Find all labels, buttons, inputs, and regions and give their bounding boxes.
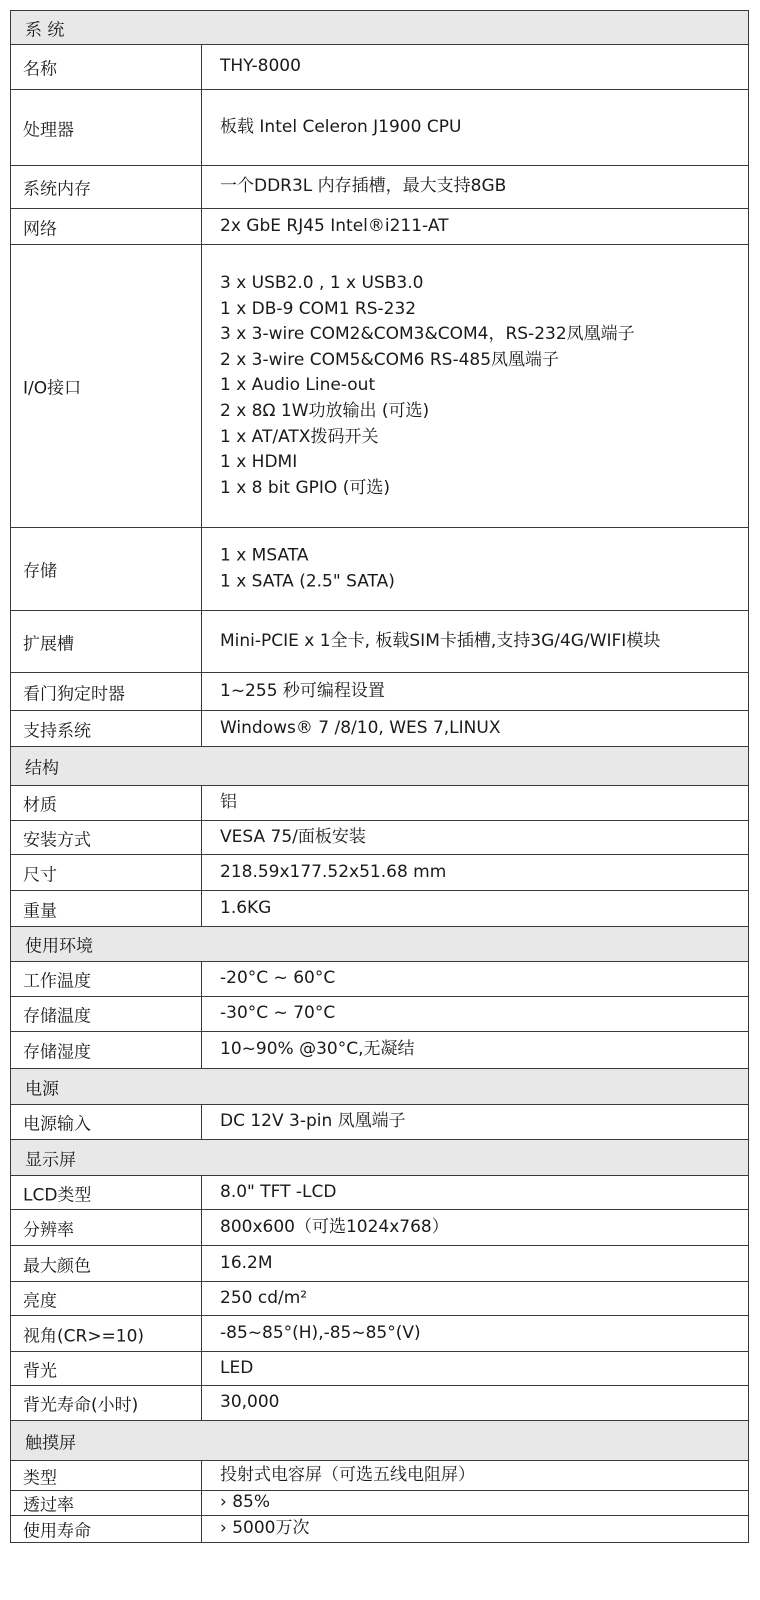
spec-value bbox=[220, 1215, 449, 1241]
spec-label-cell bbox=[11, 528, 202, 610]
spec-label: 存储温度 bbox=[23, 1006, 91, 1027]
spec-value-cell bbox=[202, 891, 748, 926]
spec-label-cell bbox=[11, 1210, 202, 1245]
spec-value-line: 30,000 bbox=[220, 1392, 280, 1413]
section-header bbox=[10, 1420, 749, 1461]
spec-label: 尺寸 bbox=[23, 865, 57, 885]
spec-value-cell bbox=[202, 962, 748, 996]
spec-row bbox=[10, 610, 749, 673]
spec-label: 透过率 bbox=[23, 1495, 74, 1516]
spec-value-line: 800x600（可选1024x768） bbox=[220, 1216, 449, 1237]
spec-value bbox=[220, 1286, 307, 1312]
spec-value-line: 10~90% @30°C,无凝结 bbox=[220, 1039, 415, 1060]
spec-value bbox=[220, 271, 635, 501]
spec-value-cell bbox=[202, 245, 748, 527]
spec-label-cell bbox=[11, 166, 202, 208]
spec-value bbox=[220, 716, 500, 742]
spec-value-line: 一个DDR3L 内存插槽，最大支持8GB bbox=[220, 176, 507, 197]
spec-value bbox=[220, 1180, 336, 1206]
spec-label-cell bbox=[11, 1461, 202, 1490]
spec-label-cell bbox=[11, 711, 202, 746]
spec-value-cell bbox=[202, 166, 748, 208]
spec-value bbox=[220, 214, 449, 240]
spec-value bbox=[220, 54, 301, 80]
spec-value-line: Windows® 7 /8/10, WES 7,LINUX bbox=[220, 717, 501, 738]
spec-row bbox=[10, 710, 749, 747]
spec-value bbox=[220, 966, 335, 992]
spec-row bbox=[10, 961, 749, 997]
spec-value-cell bbox=[202, 1176, 748, 1209]
spec-label: 安装方式 bbox=[23, 830, 91, 850]
spec-value-line: 1 x AT/ATX拨码开关 bbox=[220, 426, 379, 447]
spec-label: 工作温度 bbox=[23, 971, 91, 992]
spec-value bbox=[220, 174, 506, 200]
spec-value-cell bbox=[202, 1386, 748, 1420]
spec-value-cell bbox=[202, 1246, 748, 1281]
spec-value-cell bbox=[202, 1032, 748, 1068]
spec-value-line: -30°C ~ 70°C bbox=[220, 1003, 336, 1024]
spec-row bbox=[10, 854, 749, 891]
spec-value-cell bbox=[202, 611, 748, 672]
section-title: 使用环境 bbox=[25, 936, 93, 957]
spec-value-line: 8.0" TFT -LCD bbox=[220, 1181, 337, 1202]
spec-label-cell bbox=[11, 1516, 202, 1542]
spec-label: 视角(CR>=10) bbox=[23, 1326, 145, 1346]
spec-row bbox=[10, 1460, 749, 1491]
spec-label-cell bbox=[11, 1032, 202, 1068]
spec-row bbox=[10, 1104, 749, 1140]
spec-value-cell bbox=[202, 1316, 748, 1351]
spec-value-cell bbox=[202, 786, 748, 820]
spec-value-cell bbox=[202, 1491, 748, 1515]
spec-value-line: 1~255 秒可编程设置 bbox=[220, 680, 385, 701]
spec-label: 亮度 bbox=[23, 1291, 57, 1311]
spec-value bbox=[220, 1001, 335, 1027]
spec-value-line: › 85% bbox=[220, 1492, 270, 1513]
spec-value-line: 3 x 3-wire COM2&COM3&COM4，RS-232凤凰端子 bbox=[220, 324, 635, 345]
spec-label: 类型 bbox=[23, 1468, 57, 1488]
spec-label: 存储湿度 bbox=[23, 1042, 91, 1063]
spec-value-line: -20°C ~ 60°C bbox=[220, 968, 336, 989]
spec-value bbox=[220, 1516, 309, 1542]
spec-label: 名称 bbox=[23, 59, 57, 80]
spec-value bbox=[220, 1037, 414, 1063]
spec-label-cell bbox=[11, 997, 202, 1031]
spec-value bbox=[220, 543, 395, 594]
spec-label-cell bbox=[11, 1176, 202, 1209]
spec-value bbox=[220, 629, 660, 655]
spec-row bbox=[10, 89, 749, 166]
section-header bbox=[10, 1068, 749, 1105]
spec-row bbox=[10, 165, 749, 209]
section-header bbox=[10, 746, 749, 786]
spec-row bbox=[10, 44, 749, 90]
section-title: 电源 bbox=[25, 1079, 59, 1099]
spec-label: I/O接口 bbox=[23, 378, 82, 399]
spec-value-line: 218.59x177.52x51.68 mm bbox=[220, 861, 447, 882]
spec-value-line: 1 x MSATA bbox=[220, 545, 309, 566]
spec-value-cell bbox=[202, 1105, 748, 1139]
spec-label: 分辨率 bbox=[23, 1220, 74, 1240]
spec-value-line: Mini-PCIE x 1全卡, 板载SIM卡插槽,支持3G/4G/WIFI模块 bbox=[220, 630, 661, 651]
spec-value-cell bbox=[202, 45, 748, 89]
spec-value bbox=[220, 1490, 270, 1516]
spec-value bbox=[220, 860, 446, 886]
spec-value bbox=[220, 896, 271, 922]
spec-label: 看门狗定时器 bbox=[23, 684, 125, 704]
spec-value-cell bbox=[202, 209, 748, 244]
spec-value-line: 3 x USB2.0 , 1 x USB3.0 bbox=[220, 272, 424, 293]
spec-label-cell bbox=[11, 90, 202, 165]
spec-value-cell bbox=[202, 855, 748, 890]
section-header bbox=[10, 10, 749, 45]
spec-value-cell bbox=[202, 1352, 748, 1385]
spec-value-line: 投射式电容屏（可选五线电阻屏） bbox=[220, 1464, 475, 1485]
spec-value-cell bbox=[202, 997, 748, 1031]
spec-row bbox=[10, 1515, 749, 1543]
spec-value bbox=[220, 1356, 253, 1382]
spec-label-cell bbox=[11, 611, 202, 672]
section-title: 触摸屏 bbox=[25, 1433, 76, 1453]
spec-label: 网络 bbox=[23, 219, 57, 239]
spec-label-cell bbox=[11, 673, 202, 710]
spec-row bbox=[10, 1245, 749, 1282]
spec-row bbox=[10, 1490, 749, 1516]
spec-label: 处理器 bbox=[23, 120, 74, 140]
spec-label-cell bbox=[11, 1282, 202, 1315]
spec-label: 扩展槽 bbox=[23, 634, 74, 654]
spec-label-cell bbox=[11, 1246, 202, 1281]
spec-row bbox=[10, 244, 749, 528]
spec-value-line: 铝 bbox=[220, 792, 237, 813]
spec-row bbox=[10, 890, 749, 927]
spec-value-line: LED bbox=[220, 1357, 254, 1378]
spec-row bbox=[10, 208, 749, 245]
spec-row bbox=[10, 1175, 749, 1210]
spec-row bbox=[10, 1281, 749, 1316]
spec-value bbox=[220, 115, 461, 141]
spec-label-cell bbox=[11, 891, 202, 926]
spec-label: 材质 bbox=[23, 795, 57, 816]
spec-value-cell bbox=[202, 528, 748, 610]
spec-value-line: DC 12V 3-pin 凤凰端子 bbox=[220, 1111, 406, 1132]
spec-label: 重量 bbox=[23, 901, 57, 921]
spec-value-line: 16.2M bbox=[220, 1252, 273, 1273]
spec-label: 系统内存 bbox=[23, 179, 91, 200]
spec-label-cell bbox=[11, 786, 202, 820]
spec-row bbox=[10, 1351, 749, 1386]
spec-label: 电源输入 bbox=[23, 1114, 91, 1135]
spec-value-line: 2 x 3-wire COM5&COM6 RS-485凤凰端子 bbox=[220, 349, 560, 370]
section-title: 显示屏 bbox=[25, 1150, 76, 1170]
spec-label-cell bbox=[11, 45, 202, 89]
spec-row bbox=[10, 820, 749, 855]
spec-value bbox=[220, 790, 237, 816]
spec-value-cell bbox=[202, 90, 748, 165]
spec-value-cell bbox=[202, 1461, 748, 1490]
spec-label: 最大颜色 bbox=[23, 1256, 91, 1276]
spec-value-cell bbox=[202, 821, 748, 854]
spec-label-cell bbox=[11, 1386, 202, 1420]
spec-row bbox=[10, 1209, 749, 1246]
spec-value-line: 板载 Intel Celeron J1900 CPU bbox=[220, 116, 462, 137]
spec-row bbox=[10, 785, 749, 821]
spec-row bbox=[10, 527, 749, 611]
spec-value-line: 1 x SATA (2.5" SATA) bbox=[220, 571, 395, 591]
spec-label-cell bbox=[11, 209, 202, 244]
spec-value-cell bbox=[202, 711, 748, 746]
spec-label: LCD类型 bbox=[23, 1185, 92, 1205]
spec-value-line: 1 x DB-9 COM1 RS-232 bbox=[220, 298, 417, 319]
section-header bbox=[10, 1139, 749, 1176]
spec-label-cell bbox=[11, 1352, 202, 1385]
spec-value-cell bbox=[202, 1210, 748, 1245]
spec-value bbox=[220, 1463, 475, 1489]
spec-label-cell bbox=[11, 1316, 202, 1351]
spec-value-line: 250 cd/m² bbox=[220, 1287, 308, 1308]
spec-label-cell bbox=[11, 962, 202, 996]
section-title: 结构 bbox=[25, 758, 59, 779]
spec-value bbox=[220, 1109, 406, 1135]
spec-label: 背光 bbox=[23, 1361, 57, 1381]
spec-label: 使用寿命 bbox=[23, 1521, 91, 1542]
spec-row bbox=[10, 1031, 749, 1069]
spec-value-line: 2x GbE RJ45 Intel®i211-AT bbox=[220, 215, 449, 236]
spec-value-line: 1 x 8 bit GPIO (可选) bbox=[220, 477, 390, 498]
spec-label: 支持系统 bbox=[23, 721, 91, 741]
spec-value-line: › 5000万次 bbox=[220, 1518, 310, 1539]
spec-label: 存储 bbox=[23, 561, 57, 582]
spec-label-cell bbox=[11, 245, 202, 527]
spec-row bbox=[10, 1315, 749, 1352]
spec-label-cell bbox=[11, 1105, 202, 1139]
spec-value bbox=[220, 679, 385, 705]
spec-value-line: -85~85°(H),-85~85°(V) bbox=[220, 1322, 421, 1343]
spec-value bbox=[220, 1251, 273, 1277]
spec-value-cell bbox=[202, 1282, 748, 1315]
spec-value bbox=[220, 1321, 421, 1347]
spec-value-line: VESA 75/面板安装 bbox=[220, 826, 366, 847]
spec-value bbox=[220, 825, 366, 851]
spec-value-line: 1.6KG bbox=[220, 897, 272, 918]
spec-value-line: 2 x 8Ω 1W功放输出 (可选) bbox=[220, 400, 430, 421]
spec-label: 背光寿命(小时) bbox=[23, 1395, 139, 1416]
spec-value bbox=[220, 1390, 279, 1416]
spec-value-cell bbox=[202, 673, 748, 710]
spec-row bbox=[10, 1385, 749, 1421]
spec-value-line: THY-8000 bbox=[220, 56, 301, 77]
spec-label-cell bbox=[11, 855, 202, 890]
spec-label-cell bbox=[11, 1491, 202, 1515]
section-header bbox=[10, 926, 749, 962]
spec-value-line: 1 x Audio Line-out bbox=[220, 375, 376, 396]
spec-row bbox=[10, 996, 749, 1032]
spec-row bbox=[10, 672, 749, 711]
section-title: 系 统 bbox=[25, 20, 65, 40]
spec-value-cell bbox=[202, 1516, 748, 1542]
spec-value-line: 1 x HDMI bbox=[220, 451, 298, 472]
spec-label-cell bbox=[11, 821, 202, 854]
